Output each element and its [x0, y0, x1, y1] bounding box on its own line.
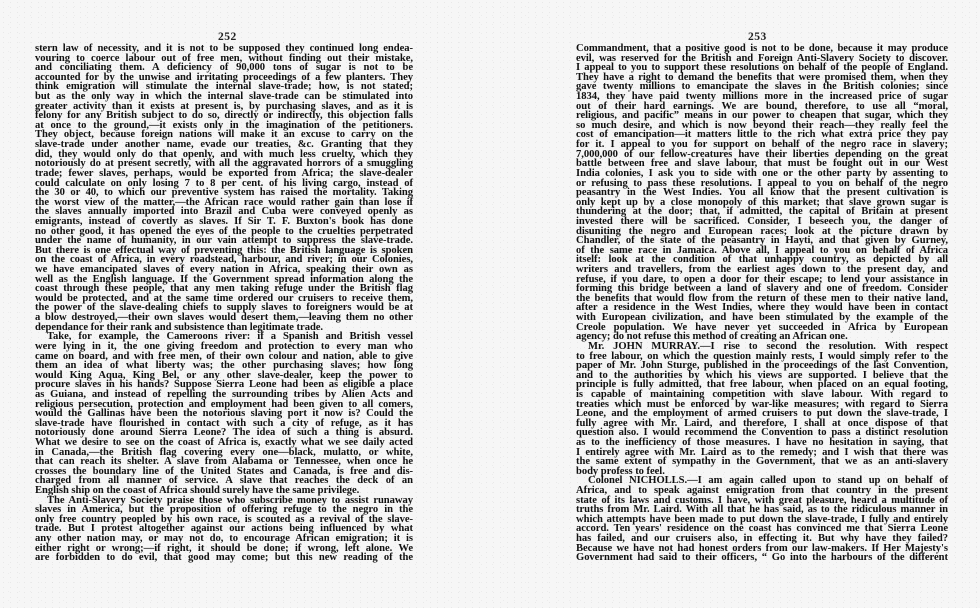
text-line: forming this bridge between a land of slavery and one of freedom. Consider [576, 283, 948, 295]
text-line: dependance for their rank and subsistence than legitimate trade. [35, 321, 324, 333]
text-line: procure slaves in his hands? Suppose Sierra Leone had been as eligible a place [35, 379, 413, 391]
text-line: They have a right to demand the benefits that were promised them, when they [576, 71, 948, 83]
text-line: to free labour, on which the question mainly rests, I would simply refer to the [576, 350, 948, 362]
text-line: accounted for by the unwise and irritating proceedings of a few planters. They [35, 71, 413, 83]
text-line: slave-trade have flourished in contact with such a city of refuge, as it has [35, 417, 413, 429]
text-line: religious, and pacific” means in our power to cheapen that sugar, which they [576, 110, 948, 122]
text-line: is capable of maintaining competition with slave labour. With regard to [576, 388, 948, 400]
text-line: out of their hard earnings. We are bound, therefore, to use all “moral, [576, 100, 948, 112]
text-line: question also. I would recommend the Convention to pass a distinct resolution [576, 427, 948, 439]
text-line: thundering at the door; that, if admitted, the capital of Britain at present [576, 206, 948, 218]
text-line: 7,000,000 of our fellow-creatures have their liberties depending on the great [576, 148, 948, 160]
text-line: no other good, it has opened the eyes of the people to the cruelties perpetrated [35, 225, 413, 237]
text-line: religious persecution, protection and employment had been given to all comers, [35, 398, 413, 410]
text-line: Take, for example, the Cameroons river: if a Spanish and British vessel [47, 331, 413, 343]
text-line: crosses the boundary line of the United States and Canada, is free and dis- [35, 465, 413, 477]
text-line: the power of the slave-dealing chiefs to supply slaves to foreigners would be at [35, 302, 413, 314]
text-line: trade. But I protest altogether against our actions being influenced by what [35, 523, 413, 535]
text-line: Government had said to their officers, “ Go into the harbours of the different [576, 552, 948, 564]
text-line: treaties which must be enforced by war-like measures; with regard to Sierra [576, 398, 948, 410]
text-line: Africa, and to speak against emigration from that country in the present [576, 485, 948, 497]
text-line: with European civilization, and have been stimulated by the example of the [576, 312, 948, 324]
text-line: But there is one effectual way of preventing this: the British language is spoken [35, 244, 413, 256]
text-line: writers and travellers, from the earliest ages down to the present day, and [576, 264, 948, 276]
text-line: any other nation may, or may not do, to encourage African emigration; it is [35, 533, 413, 545]
text-line: would be protected, and at the same time ordered our cruisers to receive them, [35, 292, 413, 304]
text-line: stern law of necessity, and it is not to be supposed they continued long endea- [35, 43, 413, 54]
text-line: did, they would only do that openly, and with much less cruelty, which they [35, 148, 413, 160]
text-line: Because we have not had honest orders from our law-makers. If Her Majesty's [576, 542, 948, 554]
text-line: notoriously do at present secretly, with all the aggravated horrors of a smuggling [35, 158, 413, 170]
text-line: battle between free and slave labour, that must be fought out in our West [576, 158, 948, 170]
text-line: would King Aqua, King Bel, or any other slave-dealer, keep the power to [35, 369, 413, 381]
text-line: as to the inefficiency of those measures. I have no hesitation in saying, that [576, 436, 948, 448]
text-line: slave-trade under another name, evade our treaties, &c. Granting that they [35, 139, 413, 151]
text-line: for it. I appeal to you for support on behalf of the negro race in slavery; [576, 139, 948, 151]
text-line: after a residence in the West Indies, where they would have been in contact [576, 302, 948, 314]
text-line: invested there will be sacrificed. Consider, I beseech you, the danger of [576, 215, 948, 227]
text-line: I entirely agree with Mr. Laird as to the remedy; and I wish that there was [576, 446, 948, 458]
text-line: agency; do not refuse this method of creating an African one. [576, 331, 848, 343]
text-line: has failed, and our cruisers also, in effecting it. But why have they failed? [576, 533, 948, 545]
text-line: or refusing to pass these resolutions. I appeal to you on behalf of the negro [576, 177, 948, 189]
text-line: the benefits that would flow from the return of these men to their native land, [576, 292, 948, 304]
text-line: as Guiana, and instead of repelling the surrounding tribes by Alien Acts and [35, 388, 413, 400]
text-line: charged from all manner of service. A slave that reaches the deck of an [35, 475, 413, 487]
text-line: that can reach its shelter. A slave from Alabama or Tennessee, when once he [35, 456, 413, 468]
text-line: Mr. JOHN MURRAY.—I rise to second the resolution. With respect [588, 340, 948, 352]
text-line: only free country peopled by his own race, is scouted as a revival of the slave- [35, 513, 413, 525]
text-line: are forbidden to do evil, that good may come; but this new reading of the [35, 552, 413, 564]
text-line: the worst view of the matter,—the African race would rather gain than lose if [35, 196, 413, 208]
text-line: we have emancipated slaves of every nation in Africa, speaking their own as [35, 264, 413, 276]
text-line: only kept up by a close monopoly of this market; that slave grown sugar is [576, 196, 948, 208]
text-line: the same extent of sympathy in the Government, that we as an anti-slavery [576, 456, 948, 468]
text-line: Commandment, that a positive good is not to be done, because it may produce [576, 43, 948, 54]
text-line: What we desire to see on the coast of Africa is, exactly what we see daily acted [35, 436, 413, 448]
text-line: either right or wrong;—if right, it should be done; if wrong, left alone. We [35, 542, 413, 554]
text-line: think emigration will stimulate the internal slave-trade; how, is not stated; [35, 81, 413, 93]
text-line: The Anti-Slavery Society praise those who subscribe money to assist runaway [47, 494, 413, 506]
text-line: so much desire, and which is now beyond their reach—they really feel the [576, 119, 948, 131]
text-line: at once to the ground,—it exists only in the imagination of the petitioners. [35, 119, 413, 131]
page-body-text [576, 44, 948, 563]
text-line: cost of emancipation—it matters little to the rich what extra price they pay [576, 129, 948, 141]
text-line: were lying in it, the one giving freedom and protection to every man who [35, 340, 413, 352]
text-line: in Canada,—the British flag covering every one—black, mulatto, or white, [35, 446, 413, 458]
text-line: peasantry in the West Indies. You all know that the present cultivation is [576, 187, 948, 199]
text-line: accord. Ten years' residence on the coast has convinced me that Sierra Leone [576, 523, 948, 535]
text-line: the slaves annually imported into Brazil and Cuba were conveyed openly as [35, 206, 413, 218]
page-body-text [35, 44, 413, 563]
text-line: itself: look at the condition of that unhappy country, as depicted by all [576, 254, 948, 266]
text-line: 1834, they have paid twenty millions more in the increased price of sugar [576, 91, 948, 103]
text-line: disuniting the negro and European races; look at the picture drawn by [576, 225, 948, 237]
page-number: 252 [218, 31, 237, 43]
text-line: would the Gallinas have been the notorious slaving port it now is? Could the [35, 408, 413, 420]
text-line: Leone, and the employment of armed cruisers to put down the slave-trade, I [576, 408, 948, 420]
text-line: them an idea of what liberty was; the other purchasing slaves; how long [35, 360, 413, 372]
right-page [490, 0, 980, 608]
text-line: Colonel NICHOLLS.—I am again called upon to stand up on behalf of [588, 475, 948, 487]
text-line: trade; fewer slaves, perhaps, would be exported from Africa; the slave-dealer [35, 167, 413, 179]
text-line: evil, was reserved for the British and Foreign Anti-Slavery Society to discover. [576, 52, 948, 64]
text-line: body profess to feel. [576, 465, 665, 477]
text-line: English ship on the coast of Africa should surely have the same privilege. [35, 485, 360, 497]
text-line: came on board, and with free men, of their own colour and nation, able to give [35, 350, 413, 362]
text-line: slaves in America, but the proposition of offering refuge to the negro in the [35, 504, 413, 516]
page-number: 253 [748, 31, 767, 43]
text-line: but as the only way in which the internal slave-trade can be stimulated into [35, 91, 413, 103]
text-line: of the same race in Jamaica. Above all, I appeal to you on behalf of Africa [576, 244, 948, 256]
text-line: principle is fully admitted, that free labour, when placed on an equal footing, [576, 379, 948, 391]
text-line: could calculate on only losing 7 to 8 per cent. of his living cargo, instead of [35, 177, 413, 189]
text-line: paper of Mr. John Sturge, published in the proceedings of the last Convention, [576, 360, 948, 372]
text-line: fully agree with Mr. Laird, and therefore, I shall at once dispose of that [576, 417, 948, 429]
text-line: truths from Mr. Laird. With all that he has said, as to the ridiculous manner in [576, 504, 948, 516]
text-line: state of its laws and customs. I have, with great pleasure, heard a multitude of [576, 494, 948, 506]
text-line: vouring to coerce labour out of free men, without finding out their mistake, [35, 52, 413, 64]
text-line: and to the authorities by which his views are supported. I believe that the [576, 369, 948, 381]
text-line: coast through these people, that any men taking refuge under the British flag [35, 283, 413, 295]
text-line: a blow destroyed,—their own slaves would desert them,—leaving them no other [35, 312, 413, 324]
text-line: and conciliating them. A deficiency of 90,000 tons of sugar is not to be [35, 62, 413, 74]
text-line: Creole population. We have never yet succeeded in Africa by European [576, 321, 948, 333]
text-line: India colonies, I ask you to side with one or the other party by assenting to [576, 167, 948, 179]
text-line: notoriously done around Sierra Leone? The idea of such a thing is absurd. [35, 427, 413, 439]
text-line: which attempts have been made to put down the slave-trade, I fully and entirely [576, 513, 948, 525]
text-line: under the name of humanity, in our vain attempt to suppress the slave-trade. [35, 235, 413, 247]
text-line: greater activity than it exists at present is, by purchasing slaves, and as it is [35, 100, 413, 112]
text-line: gave twenty millions to emancipate the slaves in the British colonies; since [576, 81, 948, 93]
text-line: well as the English language. If the Government spread information along the [35, 273, 413, 285]
text-line: Chandler, of the state of the peasantry in Hayti, and that given by Gurney, [576, 235, 948, 247]
text-line: I appeal to you to support these resolutions on behalf of the people of England. [576, 62, 948, 74]
text-line: emigrants, instead of covertly as slaves. If Sir T. F. Buxton's book has done [35, 215, 413, 227]
text-line: the 30 or 40, to which our preventive system has raised the mortality. Taking [35, 187, 413, 199]
text-line: refuse, if you dare, to open a door for their escape; to lend your assistance in [576, 273, 948, 285]
text-line: on the coast of Africa, in every roadstead, harbour, and river; in our Colonies, [35, 254, 413, 266]
text-line: felony for any British subject to do so, directly or indirectly, this objection falls [35, 110, 413, 122]
text-line: They object, because foreign nations will make it an excuse to carry on the [35, 129, 413, 141]
